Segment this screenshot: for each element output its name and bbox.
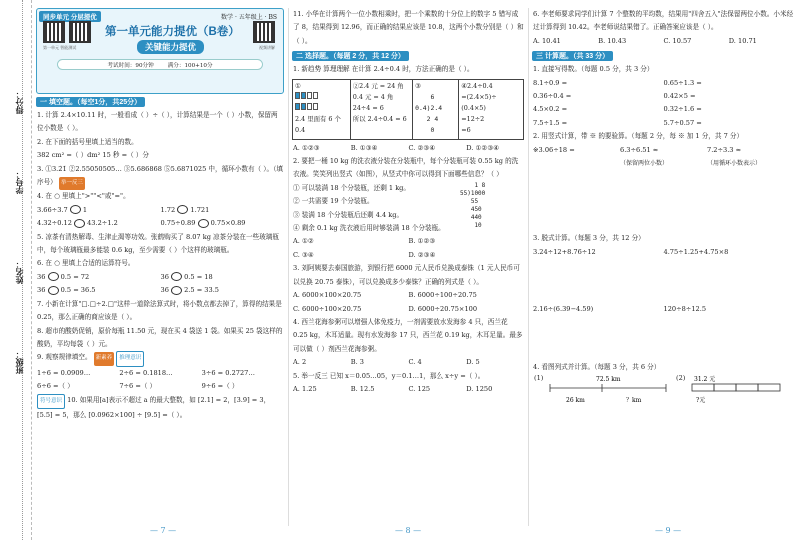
operator-row: 36 0.5 = 36.5 36 2.5 = 33.5: [37, 286, 219, 295]
page-7-column: [36, 8, 284, 422]
column-divider: [288, 8, 289, 526]
page-9-column: [532, 8, 794, 414]
diagram-label: ？km: [626, 397, 642, 405]
answer-circle[interactable]: [48, 286, 59, 295]
subject-label: 数学 · 五年级上 · BS: [221, 14, 277, 21]
question: 3. ①3.2̇1̇ ②2.55050505… ③5.686868 ⑤5.6871025 中，循环小数有（ ）。（填序号） 举一反三: [37, 163, 284, 191]
diagram-label: 31.2 元: [694, 376, 716, 384]
answer-space[interactable]: [532, 170, 794, 232]
answer-circle[interactable]: [177, 205, 188, 214]
method-table: [292, 79, 524, 140]
answer-circle[interactable]: [48, 272, 59, 281]
page-8-column: [292, 8, 524, 396]
question: 3. 刘阿姨要去泰国旅游，到银行把 6000 元人民币兑换成泰铢（1 元人民币可以兑换 20.75 泰铢），可以兑换成多少泰铢？正确的列式是（ ）。: [293, 264, 520, 286]
segment-diagram-1: [546, 374, 671, 410]
options-row: C. 6000÷100×20.75 D. 6000÷20.75×100: [293, 304, 478, 313]
question: 1. 新趋势 算理理解 在计算 2.4÷0.4 时，方法正确的是（ ）。: [293, 65, 474, 74]
options-row: A. 1.25 B. 12.5 C. 125 D. 1250: [293, 384, 493, 393]
diagram-label: 26 km: [566, 397, 585, 405]
question: 1. 计算 2.4×10.11 时，一般看成（ ）÷（ ），计算结果是一个（ ）小数，保留两位小数是（ ）。: [37, 111, 278, 133]
question: 2. 要把一桶 10 kg 的洗衣液分装在分装瓶中，每个分装瓶可装 0.55 kg 的洗衣液。笑笑列出竖式（如图），从竖式中你可以得到下面哪些信息？（ ）: [293, 157, 519, 179]
pattern-row: 1÷6 = 0.0909… 2÷6 = 0.1818… 3÷6 = 0.2727…: [37, 368, 255, 377]
q2-statements: ① 可以装满 18 个分装瓶，还剩 1 kg。 ② 一共需要 19 个分装瓶。 ③ 装满 18 个分装瓶后还剩 4.4 kg。 ④ 剩余 0.1 kg 洗衣液后用时够装满 18 个分装瓶。: [293, 183, 445, 233]
page-number: — 8 —: [395, 526, 422, 535]
question: 1. 直接写得数。（每题 0.5 分，共 3 分）: [533, 65, 654, 74]
question: 3. 脱式计算。（每题 3 分，共 12 分）: [533, 234, 645, 243]
question: 11. 小华在计算两个一位小数相乘时，把一个乘数的十分位上的数字 5 错写成了 8，结果得到 12.96，而正确的结果应该是 10.8，这两个小数分别是（ ）和（ ）。: [293, 10, 524, 45]
options-row: A. 2 B. 3 C. 4 D. 5: [293, 358, 480, 367]
mental-math-row: 0.36÷0.4 = 0.42×5 =: [533, 92, 696, 101]
question: 2. 用竖式计算，带 ※ 的要验算。（每题 2 分，每 ※ 加 1 分，共 7 分）: [533, 132, 744, 141]
question: 7. 小新在计算"□.□÷2.□"这样一道除法算式时，将小数点都去掉了，算得的结果是 0.25，那么正确的商应该是（ ）。: [37, 299, 282, 322]
diagram-area: (1) 72.5 km 26 km ？km (2) 31.2 元 ?元: [532, 374, 794, 414]
vertical-calc-notes: （保留两位小数） （用循环小数表示）: [620, 160, 762, 168]
answer-space[interactable]: [532, 317, 794, 361]
diagram-bar: [714, 384, 736, 391]
answer-circle[interactable]: [171, 286, 182, 295]
expression-row: 2.16÷(6.39−4.59) 120÷8÷12.5: [533, 305, 707, 314]
question: 8. 超市的酸奶促销，原价每瓶 11.50 元，现在买 4 袋送 1 袋。如果买 25 袋这样的酸奶，平均每袋（ ）元。: [37, 326, 283, 348]
score-label: 得分：: [15, 90, 24, 114]
badge: 举一反三: [59, 177, 85, 190]
method-cell-4: ④2.4÷0.4 =(2.4×5)÷ (0.4×5) =12÷2 =6: [459, 79, 524, 139]
q2-block: [292, 182, 524, 236]
qr-caption: 第一单元 智能测试: [43, 45, 77, 50]
long-division-figure: 1 8 55)1000 55 450 440 10: [460, 181, 486, 229]
question: 4. 在 ○ 里填上">""<"或"="。: [37, 192, 130, 201]
question: 5. 凉茶有清热解毒、生津止渴等功效。张鹤购买了 8.07 kg 凉茶分装在一些玻璃瓶中，每个玻璃瓶最多能装 0.6 kg，至少需要（ ）个这样的玻璃瓶。: [37, 232, 279, 255]
pattern-row: 6÷6 =（ ） 7÷6 =（ ） 9÷6 =（ ）: [37, 382, 239, 391]
question-line: 382 cm² =（ ）dm² 15 秒 =（ ）分: [37, 151, 149, 160]
segment-diagram-2: [688, 374, 788, 410]
badge: 推理意识: [116, 351, 144, 366]
student-id-label: 学号：: [15, 170, 24, 194]
question: 6. 李老师要求同学们计算 7 个整数的平均数，结果用"四舍五入"法保留两位小数。小米经过计算得到 10.42。李老师说结果错了。正确答案应该是（ ）。: [533, 10, 794, 32]
question: 5. 举一反三 已知 x＝0.05…05，y＝0.1…1，那么 x÷y =（ ）。: [293, 371, 485, 380]
question: 6. 在 ○ 里填上合适的运算符号。: [37, 259, 135, 268]
vertical-calc-row: ※3.06÷18 = 6.3÷6.51 ≈ 7.2÷3.3 ≈: [533, 145, 742, 154]
mental-math-row: 8.1÷0.9 = 0.65÷1.3 =: [533, 78, 702, 87]
diagram-bar: [758, 384, 780, 391]
exam-header: [36, 8, 284, 94]
binding-margin: [0, 0, 32, 540]
time-limit: 考试时间：90分钟: [107, 62, 154, 69]
diagram-bar: [692, 384, 714, 391]
question: 2. 在下面的括号里填上适当的数。: [37, 137, 138, 146]
options-row: A. 6000×100×20.75 B. 6000÷100÷20.75: [293, 291, 477, 300]
answer-circle[interactable]: [171, 272, 182, 281]
answer-circle[interactable]: [198, 219, 209, 228]
options-row: C. ③④ D. ②③④: [293, 250, 436, 259]
operator-row: 36 0.5 = 72 36 0.5 = 18: [37, 272, 213, 281]
diagram-label: 72.5 km: [596, 376, 621, 384]
column-divider: [528, 8, 529, 526]
diagram-bar: [736, 384, 758, 391]
badge: 新素养: [94, 352, 115, 365]
class-label: 班级：: [15, 350, 24, 374]
answer-circle[interactable]: [74, 219, 85, 228]
section-heading: 一 填空题。（每空1分，共25分）: [36, 97, 145, 107]
mental-math-row: 7.5÷1.5 = 5.7÷0.57 =: [533, 118, 702, 127]
options-row: A. ①②③ B. ①③④ C. ②③④ D. ①②③④: [293, 143, 500, 152]
method-cell-1: ① 2.4 里面有 6 个 0.4: [293, 79, 351, 139]
badge: 符号意识: [37, 394, 65, 409]
qr-code[interactable]: [43, 21, 65, 43]
method-cell-2: ②2.4 元 = 24 角 0.4 元 = 4 角 24÷4 = 6 所以 2.4÷0.4 = 6: [350, 79, 412, 139]
page-number: — 7 —: [150, 526, 177, 535]
qr-code-video[interactable]: [253, 21, 275, 43]
method-cell-3: ③ 6 0.4)2.4 2 4 0: [413, 79, 459, 139]
unit-tag: 同步单元 分层提优: [39, 11, 101, 22]
answer-circle[interactable]: [70, 205, 81, 214]
expression-row: 3.24÷12+8.76÷12 4.75÷1.25+4.75×8: [533, 247, 729, 256]
exam-title: 第一单元能力提优（B卷）: [105, 26, 240, 38]
mental-math-row: 4.5×0.2 = 0.32÷1.6 =: [533, 105, 702, 114]
question: 4. 西兰花海参粥可以增强人体免疫力，一剂需要放水发海参 4 只，西兰花 0.25 kg，木耳适量。现有水发海参 17 只，西兰花 0.19 kg，木耳足量。最多可以做（ ）剂西兰花海参粥。: [293, 317, 523, 353]
options-row: A. ①② B. ①②③: [293, 237, 436, 246]
section-heading: 二 选择题。（每题 2 分，共 12 分）: [292, 51, 409, 61]
question: 9. 观察规律填空。 新素养 推理意识: [37, 351, 284, 366]
time-score-bar: [57, 59, 263, 70]
qr-caption: 视频讲解: [259, 45, 275, 50]
answer-space[interactable]: [532, 259, 794, 303]
qr-code[interactable]: [69, 21, 91, 43]
exam-subtitle: 关键能力提优: [137, 40, 204, 54]
section-heading: 三 计算题。（共 33 分）: [532, 51, 613, 61]
page-number: — 9 —: [655, 526, 682, 535]
name-label: 姓名：: [15, 260, 24, 284]
question: 符号意识 10. 如果用[a]表示不超过 a 的最大整数，如 [2.1] = 2，[3.9] = 3，[5.5] = 5，那么 [0.0962×100] ÷ [9.5] =（ ）。: [37, 395, 271, 419]
options-row: A. 10.41 B. 10.43 C. 10.57 D. 10.71: [533, 36, 757, 45]
diagram-label: ?元: [696, 397, 706, 405]
question: 4. 看图列式并计算。（每题 3 分，共 6 分）: [533, 362, 661, 371]
compare-row: 3.66÷3.7 1 1.72 1.721: [37, 205, 210, 214]
compare-row: 4.32÷0.12 43.2÷1.2 0.75÷0.89 0.75×0.89: [37, 219, 246, 228]
full-score: 满分：100+10分: [167, 62, 213, 69]
